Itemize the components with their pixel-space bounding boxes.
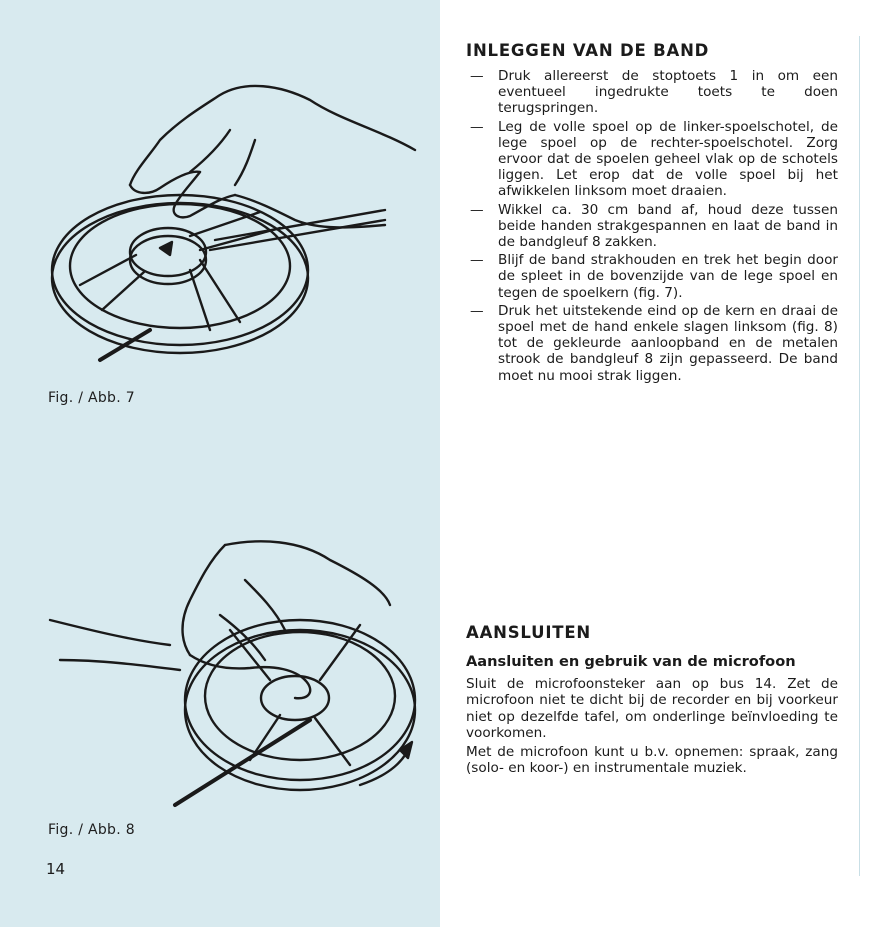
- figure-8-caption: Fig. / Abb. 8: [48, 822, 135, 838]
- page-edge-line: [859, 36, 860, 876]
- figure-8-reel-illustration: [30, 520, 430, 820]
- list-item: — Wikkel ca. 30 cm band af, houd deze tussen beide handen strakgespannen en laat de band in de bandgleuf 8 zakken.: [470, 201, 838, 251]
- steps-list: [466, 68, 838, 384]
- page-number: 14: [46, 860, 66, 878]
- subsection-title-microfoon: Aansluiten en gebruik van de microfoon: [466, 653, 796, 670]
- section-title-inleggen: INLEGGEN VAN DE BAND: [466, 41, 710, 60]
- section-inleggen: [466, 40, 838, 386]
- list-item: — Druk het uitstekende eind op de kern en draai de spoel met de hand enkele slagen linksom (fig. 8) tot de gekleurde aanloopband en de metalen strook de bandgleuf 8 zijn gepasseerd. De band moet nu mooi strak liggen.: [470, 302, 838, 384]
- figure-7-caption: Fig. / Abb. 7: [48, 390, 135, 406]
- section-aansluiten: [466, 622, 838, 778]
- list-item: — Leg de volle spoel op de linker-spoelschotel, de lege spoel op de rechter-spoelschotel. Zorg ervoor dat de spoelen geheel vlak op de schotels liggen. Let erop dat de volle spoel bij het afwikkelen linksom moet draaien.: [470, 118, 838, 200]
- list-item: — Druk allereerst de stoptoets 1 in om een eventueel ingedrukte toets te doen terugspringen.: [470, 68, 838, 117]
- section-title-aansluiten: AANSLUITEN: [466, 623, 592, 642]
- list-item: — Blijf de band strakhouden en trek het begin door de spleet in de bovenzijde van de lege spoel en tegen de spoelkern (fig. 7).: [470, 252, 838, 301]
- paragraph: Met de microfoon kunt u b.v. opnemen: spraak, zang (solo- en koor-) en instrumentale muziek.: [466, 743, 838, 777]
- figure-7-reel-illustration: [40, 60, 420, 380]
- paragraph: Sluit de microfoonsteker aan op bus 14. Zet de microfoon niet te dicht bij de recorder en bij voorkeur niet op dezelfde tafel, om onderlinge beïnvloeding te voorkomen.: [466, 676, 838, 742]
